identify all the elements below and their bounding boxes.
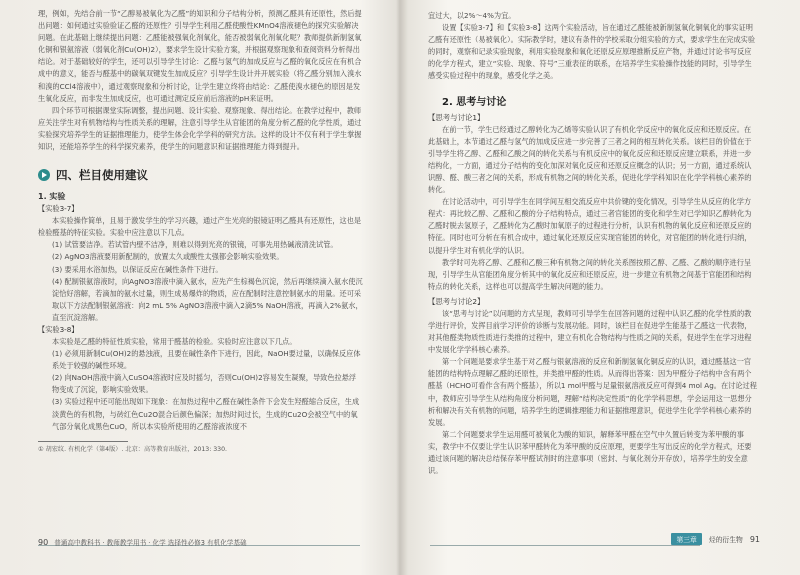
experiment-item: (2) 向NaOH溶液中滴入CuSO4溶液时应及时摇匀，否则Cu(OH)2容易发生凝聚，导致色拉悬浮物变成了沉淀，影响实验效果。 [52,373,357,395]
page-number: 91 [749,534,760,544]
footnote-divider [38,441,128,442]
experiment-item: (3) 要采用水浴加热，以保证反应在碱性条件下进行。 [52,264,223,274]
paragraph: 在讨论活动中，可引导学生在同学间互相交流反应中共价键的变化情况，引导学生从反应的化学方程式：再比较乙醇、乙醛和乙酸的分子结构特点，通过三者官能团的变化和学生对已学知识乙醇转化为乙醛时脱去氢原子，乙醛转化为乙酸时加氧原子的过程进行分析，认识有机物的氧化反应和还原反应的特征。同时也可分析在有机合成中，通过氧化还原反应实现官能团的转化，对官能团的转化进行归纳，以提升学生对有机化学的认识。 [428,197,752,255]
experiment-item: (3) 实验过程中还可能出现如下现象：在加热过程中乙醛在碱性条件下会发生羟醛缩合反应，生成淡黄色的有机物，与砖红色Cu2O混合后颜色偏深；加热时间过长，生成的Cu2O会被空气中的氧气部分氧化成黑色CuO，所以本实验所使用的乙醛溶液浓度不 [52,397,360,431]
footnote: ① 胡宏纹. 有机化学（第4版）. 北京：高等教育出版社，2013: 330. [38,445,228,453]
paragraph: 该“思考与讨论”以问题的方式呈现，教师可引导学生在回答问题的过程中认识乙醛的化学性质的教学进行评价，发挥目前学习评价的诊断与发展功能。同时，该栏目在促进学生能基于乙醛这一代表物，对其他醛类物质性质进行类推的过程中，建立有机化合物结构与性质之间的关系，促进学生在学习进程中发展化学学科核心素养。 [428,308,752,355]
section-title: 四、栏目使用建议 [56,168,148,183]
intro-paragraph: 四个环节可根据课堂实际调整，提出问题、设计实验、观察现象、得出结论。在教学过程中，教师应关注学生对有机物结构与性质关系的理解，注意引导学生从官能团的角度分析乙醛的化学性质，通过实验探究培养学生的证据推理能力，使学生体会化学学科的研究方法。这样的设计不仅有利于学生掌握知识，还能培养学生的科学探究素养，使学生的问题意识和证据推理能力得到提升。 [38,105,362,152]
section-heading [38,167,363,183]
page-number: 90 [38,537,49,547]
footer-text: 普通高中教科书 · 教师教学用书 · 化学 选择性必修3 有机化学基础 [54,539,247,547]
experiment-item: (1) 必须用新制Cu(OH)2的悬浊液，且要在碱性条件下进行，因此，NaOH要过量，以确保反应体系处于较强的碱性环境。 [52,349,361,371]
subsection-title: 2. 思考与讨论 [442,96,507,108]
right-footer [671,533,760,545]
experiment-item: (1) 试管要洁净。若试管内壁不洁净，则难以得到光亮的银镜，可事先用热碱液清洗试管。 [52,240,338,250]
discussion-tag: 【思考与讨论1】 [428,112,485,122]
right-column [428,10,758,477]
paragraph: 设置【实验3-7】和【实验3-8】这两个实验活动，旨在通过乙醛能被新制氢氧化铜氧化的事实证明乙醛有还原性（易被氧化）。实际教学时，建议有条件的学校采取分组实验的方式，要求学生在完成实验的同时，观察和记录实验现象，利用实验现象和氧化还原反应原理推断反应产物，并通过讨论书写反应的化学方程式，建立“实验、现象、符号”三重表征的联系，在培养学生实验操作技能的同时，引导学生感受实验过程中的现象，感受化学之美。 [428,23,756,81]
play-circle-icon [38,169,50,181]
paragraph: 在前一节，学生已经通过乙醇转化为乙烯等实验认识了有机化学反应中的氧化反应和还原反应。在此基础上，本节通过乙醛与氢气的加成反应进一步完善了三者之间的相互转化关系。该栏目的价值在于引导学生将乙醇、乙醛和乙酸之间的转化关系与有机反应中的氧化反应和还原反应建立联系，并进一步结构化，一方面，通过分子结构的变化加深对氧化反应和还原反应概念的认识；另一方面，通过系统认识醇、醛、酸三者之间的关系，形成有机物之间的转化关系，促进化学学科知识在化学学科核心素养的转化。 [428,124,752,195]
paragraph: 宜过大，以2%～4%为宜。 [428,11,516,20]
footer-rule [430,545,700,546]
subsection-title: 1. 实验 [38,192,66,202]
experiment-tag: 【实验3-8】 [38,324,79,334]
experiment-item: (2) AgNO3溶液要用新配制的，放置太久或酸性太强都会影响实验效果。 [52,252,284,262]
paragraph: 第二个问题要求学生运用醛可被氧化为酸的知识，解释苯甲醛在空气中久置后转变为苯甲酸的事实，教学中不仅要让学生认识苯甲醛转化为苯甲酸的反应原理，更要学生写出反应的化学方程式，还要通过该问题的解决总结保存苯甲醛试剂时的注意事项（密封、与氧化剂分开存放），培养学生的安全意识。 [428,429,752,476]
experiment-item: (4) 配制银氨溶液时，向AgNO3溶液中滴入氨水，应先产生棕褐色沉淀，然后再继续滴入氨水使沉淀恰好溶解，若滴加的氨水过量，则生成易爆炸的物质，应在配制时注意控制氨水的用量。还可采取以下方法配制银氨溶液：向2 mL 5% AgNO3溶液中滴入2滴5% NaOH溶液，再滴入2%氨水，直至沉淀溶解。 [52,276,363,322]
experiment-tag: 【实验3-7】 [38,204,79,214]
left-column [38,8,363,454]
paragraph: 第一个问题是要求学生基于对乙醛与银氨溶液的反应和新制氢氧化铜反应的认识，通过醛基这一官能团的结构特点理解乙醛的还原性，并类推甲醛的性质。从而得出答案：因为甲醛分子结构中含有两个醛基（HCHO可看作含有两个醛基），所以1 mol甲醛与足量银氨溶液反应可得到4 mol Ag。在讨论过程中，教师应引导学生从结构角度分析问题，理解“结构决定性质”的化学学科思想，学会运用这一思想分析和解决有关有机物的问题，培养学生的逻辑推理能力和证据推理意识，促进学生化学学科核心素养的发展。 [428,357,757,427]
footer-text: 烃的衍生物 [708,536,743,544]
chapter-chip: 第三章 [671,533,701,545]
intro-paragraph: 理，例如，先结合前一节“乙醇易被氧化为乙醛”的知识和分子结构分析，预测乙醛具有还原性，然后提出问题：如何通过实验验证乙醛的还原性？引导学生利用乙醛使酸性KMnO4溶液褪色的探究实验解决问题。在此基础上继续提出问题：乙醛能被强氧化剂氧化，能否被弱氧化剂氧化呢？教师提供新制氢氧化铜和银氨溶液（弱氧化剂Cu(OH)2），要求学生设计实验方案，并根据观察现象和查阅资料分析得出结论。对于基础较好的学生，还可以引导学生讨论：乙醛与氢气的加成反应与乙醛的氧化反应在有机合成中的意义，能否与醛基中的碳氧双键发生加成反应？引导学生设计并开展实验（将乙醛分别加入溴水和溴的CCl4溶液中），通过观察现象和分析讨论，让学生建立终将由结论：乙醛使溴水褪色的原因是发生氧化反应，而非发生加成反应，也可通过测定反应前后溶液的pH来证明。 [38,9,362,103]
left-footer [38,537,247,547]
right-page [400,0,800,575]
experiment-text: 本实验操作简单，且易于激发学生的学习兴趣，通过产生光亮的银镜证明乙醛具有还原性，这也是检验醛基的特征实验。实验中应注意以下几点。 [38,216,362,238]
discussion-tag: 【思考与讨论2】 [428,296,485,306]
paragraph: 教学时可先将乙醇、乙醛和乙酸三种有机物之间的转化关系图按照乙醇、乙醛、乙酸的顺序进行呈现，引导学生从官能团角度分析其中的氧化反应和还原反应，进一步建立有机物之间基于官能团和结构特点的转化关系，这样也可以提高学生解决问题的能力。 [428,257,752,291]
experiment-text: 本实验是乙醛的特征性质实验，常用于醛基的检验。实验时应注意以下几点。 [52,336,297,346]
